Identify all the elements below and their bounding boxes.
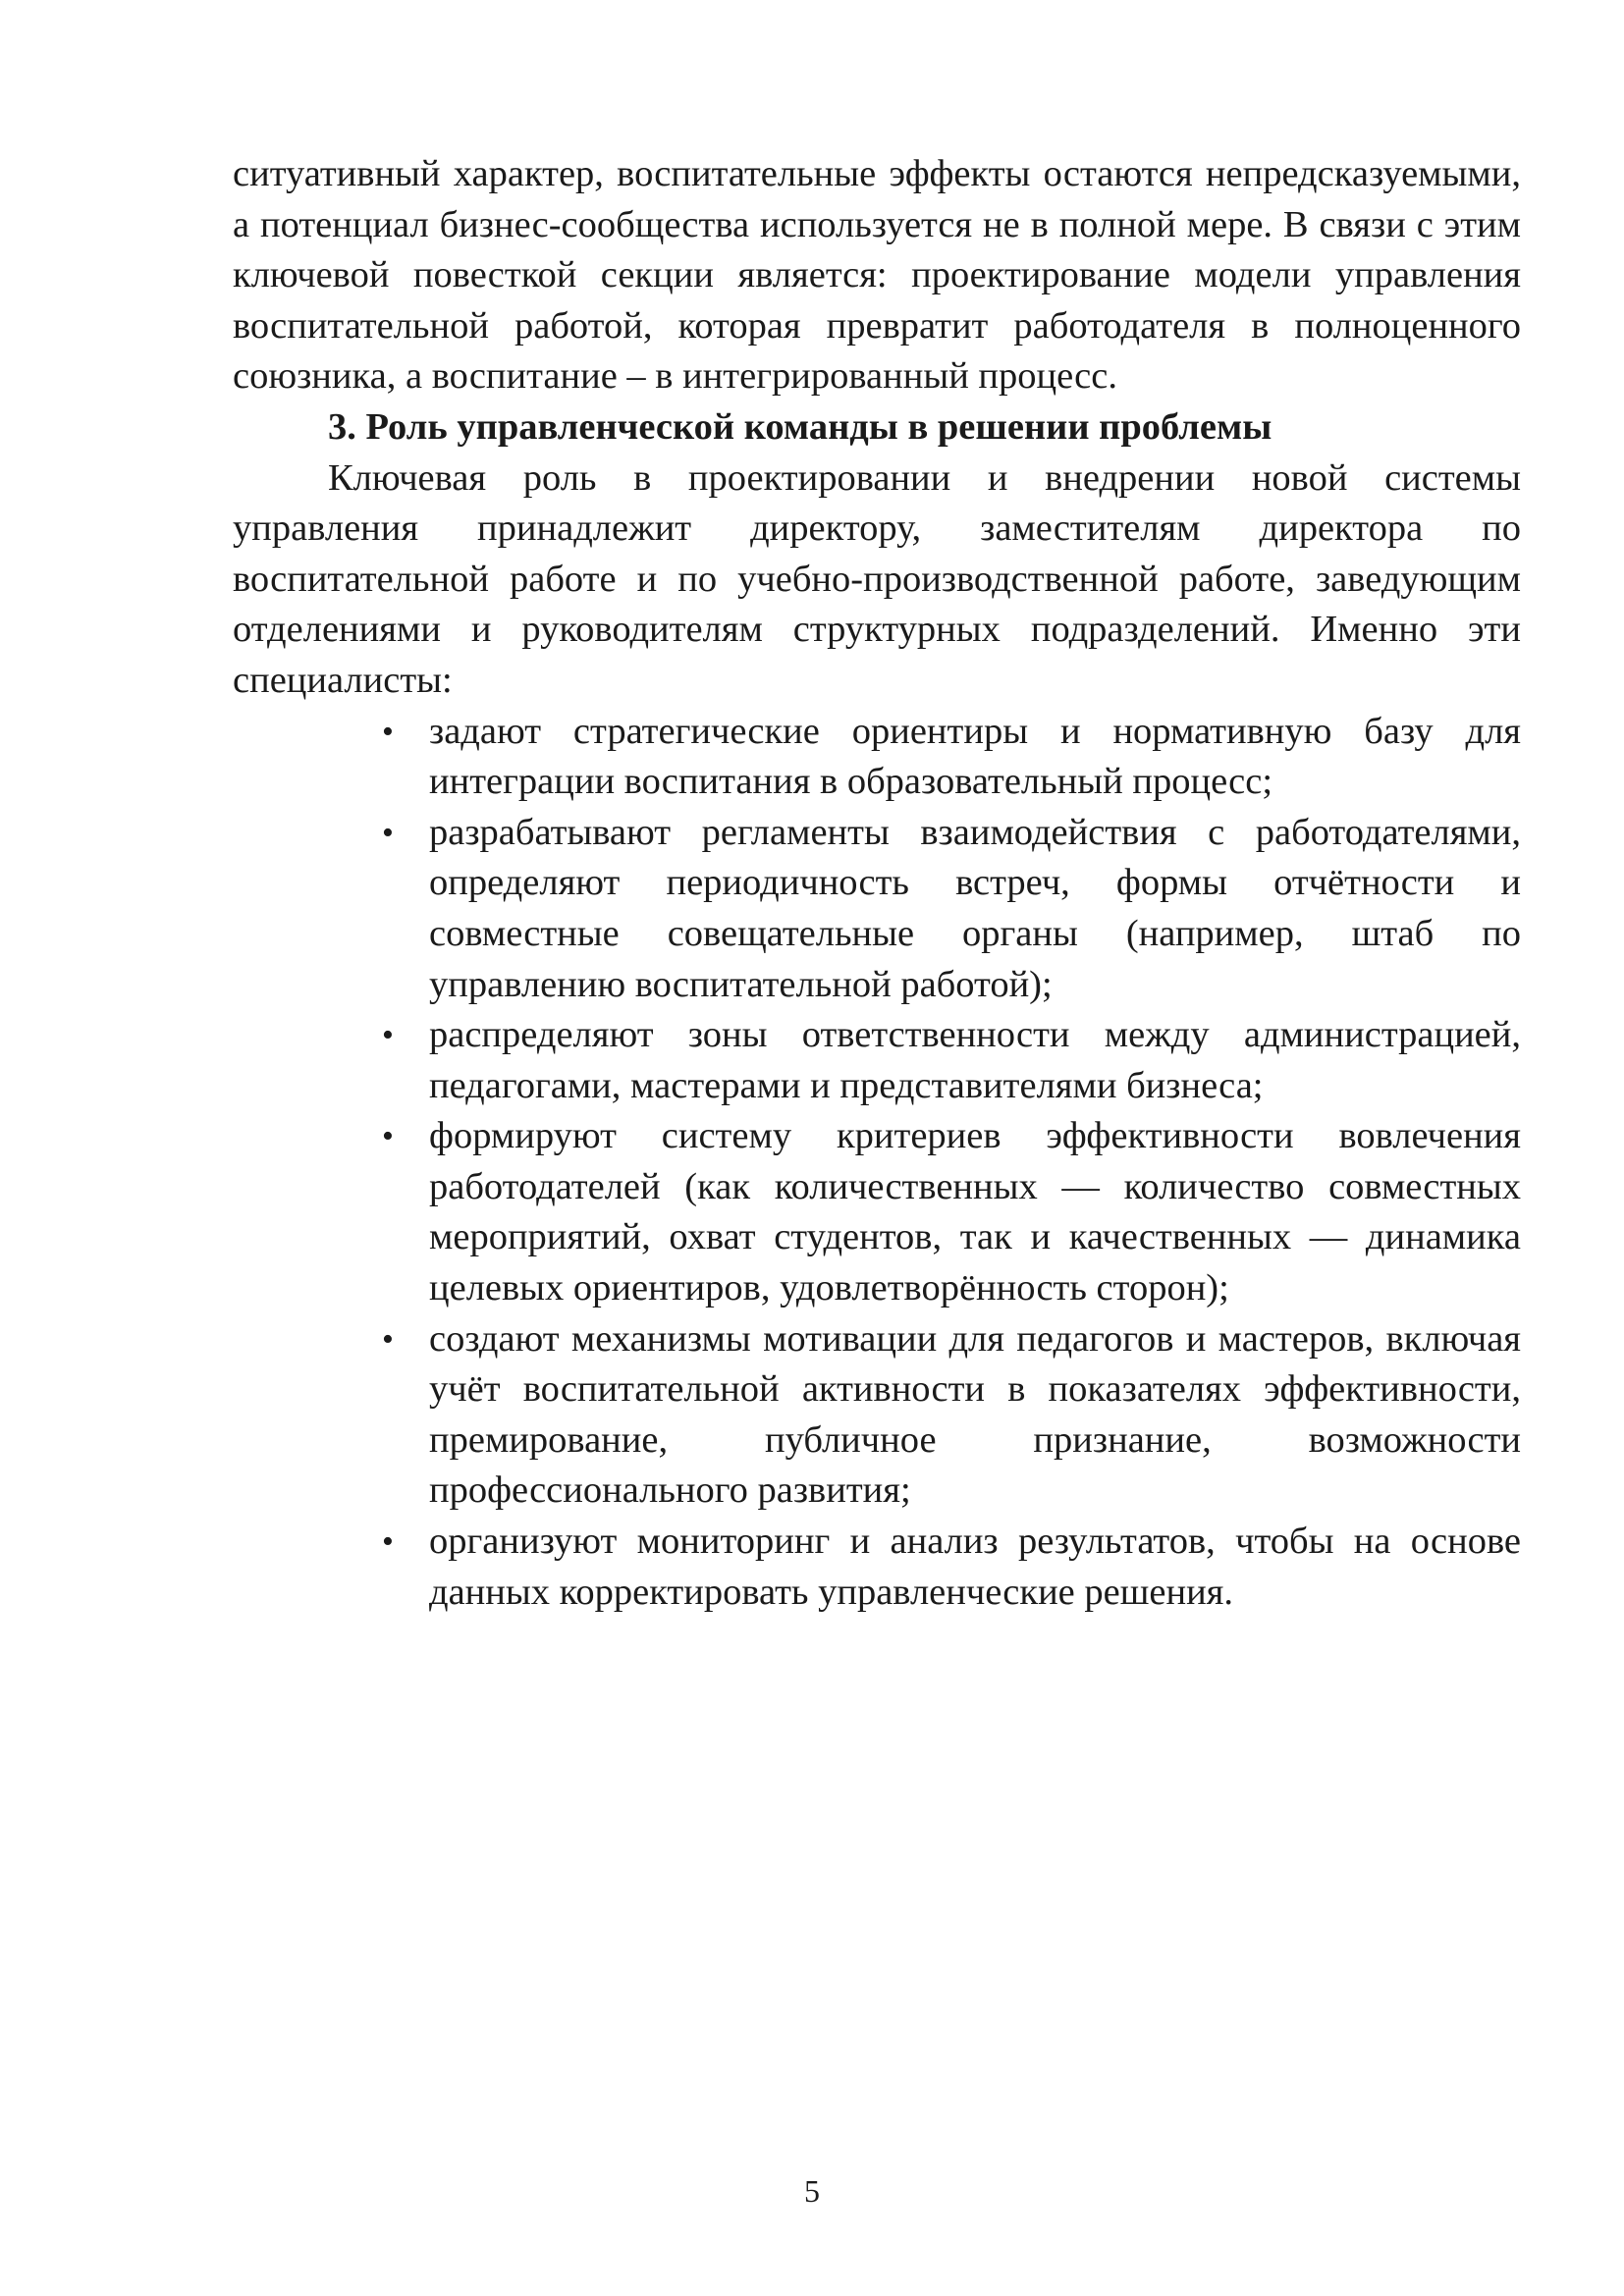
bullet-icon: • — [382, 1118, 394, 1155]
bullet-icon: • — [382, 1523, 394, 1561]
section-paragraph: Ключевая роль в проектировании и внедрении новой системы управления принадлежит директору, заместителям директора по воспитательной работе и по учебно-производственной работе, заведующим отделениями и руководителям структурных подразделений. Именно эти специалисты: — [233, 456, 1521, 701]
list-item — [382, 1517, 1521, 1618]
list-item-text: создают механизмы мотивации для педагогов и мастеров, включая учёт воспитательной активности в показателях эффективности, премирование, публичное признание, возможности профессионального развития; — [429, 1317, 1521, 1512]
list-item — [382, 1111, 1521, 1313]
bullet-icon: • — [382, 814, 394, 851]
responsibilities-list — [233, 707, 1521, 1619]
list-item — [382, 1010, 1521, 1111]
list-item-text: распределяют зоны ответственности между администрацией, педагогами, мастерами и представителями бизнеса; — [429, 1014, 1521, 1106]
bullet-icon: • — [382, 1320, 394, 1358]
list-item — [382, 707, 1521, 808]
list-item-text: организуют мониторинг и анализ результатов, чтобы на основе данных корректировать управленческие решения. — [429, 1521, 1521, 1613]
list-item — [382, 1314, 1521, 1517]
list-item-text: задают стратегические ориентиры и нормативную базу для интеграции воспитания в образовательный процесс; — [429, 710, 1521, 803]
page-number: 5 — [804, 2173, 820, 2209]
document-page — [233, 149, 1521, 1618]
list-item-text: разрабатывают регламенты взаимодействия с работодателями, определяют периодичность встреч, формы отчётности и совместные совещательные органы (например, штаб по управлению воспитательной работой); — [429, 811, 1521, 1005]
list-item-text: формируют систему критериев эффективности вовлечения работодателей (как количественных — количество совместных мероприятий, охват студентов, так и качественных — динамика целевых ориентиров, удовлетворённость сторон); — [429, 1115, 1521, 1309]
list-item — [382, 808, 1521, 1010]
section-heading: 3. Роль управленческой команды в решении проблемы — [328, 405, 1272, 448]
bullet-icon: • — [382, 713, 394, 750]
bullet-icon: • — [382, 1017, 394, 1054]
intro-paragraph: ситуативный характер, воспитательные эффекты остаются непредсказуемыми, а потенциал бизнес-сообщества используется не в полной мере. В связи с этим ключевой повесткой секции является: проектирование модели управления воспитательной работой, которая превратит работодателя в полноценного союзника, а воспитание – в интегрированный процесс. — [233, 153, 1521, 398]
